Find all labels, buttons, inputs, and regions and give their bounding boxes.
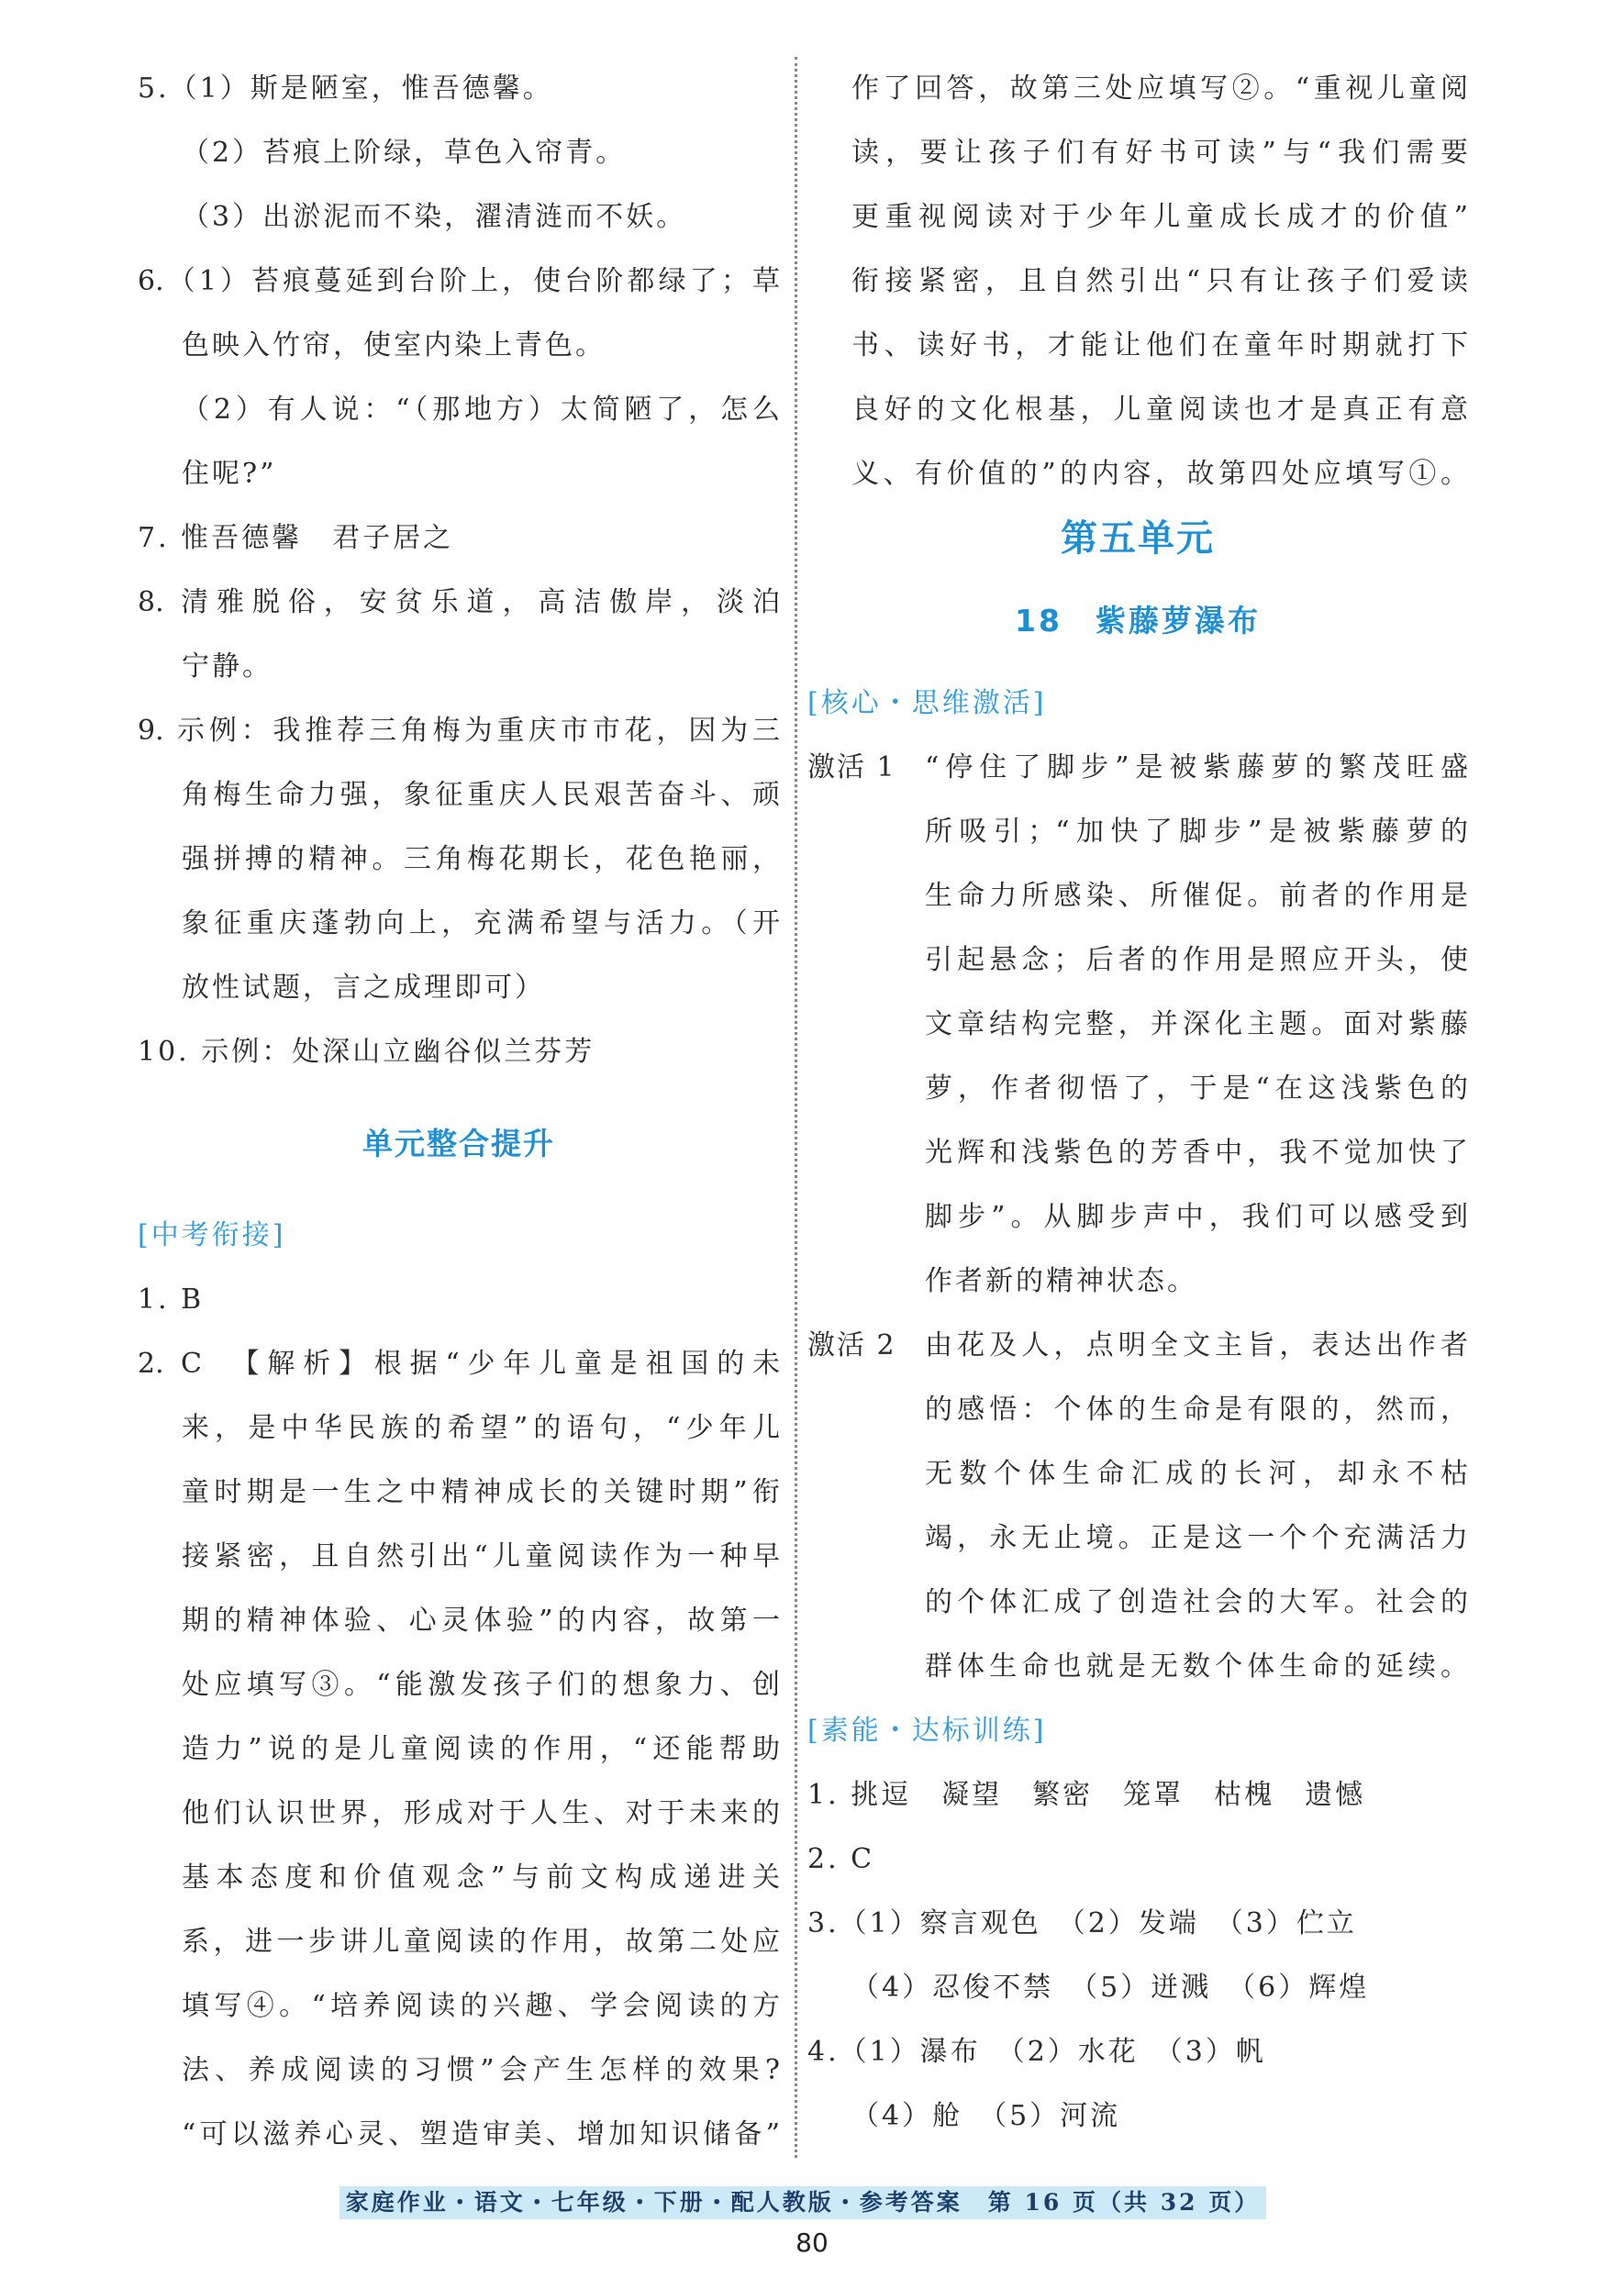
answer-line: 书、读好书，才能让他们在童年时期就打下 — [851, 329, 1468, 361]
answer-line: 竭，永无止境。正是这一个个充满活力 — [925, 1522, 1468, 1554]
section-title: 单元整合提升 — [362, 1126, 555, 1161]
answer-line: 生命力所感染、所催促。前者的作用是 — [925, 880, 1468, 912]
answer-line: （3）出淤泥而不染，濯清涟而不妖。 — [182, 201, 687, 233]
activation-2 — [807, 1314, 1468, 1699]
answer-line: 童时期是一生之中精神成长的关键时期”衔 — [182, 1476, 780, 1508]
answer-line: 衔接紧密，且自然引出“只有让孩子们爱读 — [851, 265, 1468, 297]
answer-line: 法、养成阅读的习惯”会产生怎样的效果? — [182, 2054, 780, 2086]
answer-line: 他们认识世界，形成对于人生、对于未来的 — [182, 1797, 780, 1829]
page-footer: 家庭作业・语文・七年级・下册・配人教版・参考答案 第 16 页（共 32 页） — [339, 2186, 1266, 2219]
answer-line: （2）苔痕上阶绿，草色入帘青。 — [182, 137, 627, 169]
answer-7: 7. 惟吾德馨 君子居之 — [138, 522, 454, 554]
answer-5 — [138, 57, 780, 250]
answer-line: 作了回答，故第三处应填写②。“重视儿童阅 — [851, 72, 1468, 105]
page-number: 80 — [795, 2228, 829, 2258]
answer-line: 象征重庆蓬勃向上，充满希望与活力。（开 — [182, 907, 780, 939]
answer-line: 良好的文化根基，儿童阅读也才是真正有意 — [851, 394, 1468, 426]
answer-line: 来，是中华民族的希望”的语句，“少年儿 — [182, 1412, 780, 1444]
answer-line: 9. 示例：我推荐三角梅为重庆市市花，因为三 — [138, 715, 780, 747]
answer-line: 2. C 【解析】根据“少年儿童是祖国的未 — [138, 1348, 780, 1380]
answer-6 — [138, 250, 780, 506]
answer-line: 强拼搏的精神。三角梅花期长，花色艳丽， — [182, 843, 780, 875]
answer-line: 作者新的精神状态。 — [925, 1265, 1197, 1297]
answer-line: 光辉和浅紫色的芳香中，我不觉加快了 — [925, 1137, 1468, 1169]
right-column — [807, 57, 1468, 2149]
answer-line: 更重视阅读对于少年儿童成长成才的价值” — [851, 201, 1468, 233]
answer-4: 4.（1）瀑布 （2）水花 （3）帆 — [807, 2036, 1266, 2068]
answer-line: 角梅生命力强，象征重庆人民艰苦奋斗、顽 — [182, 779, 780, 811]
activation-label: 激活 1 — [807, 751, 896, 783]
answer-line: 处应填写③。“能激发孩子们的想象力、创 — [182, 1669, 780, 1701]
answer-line: 6.（1）苔痕蔓延到台阶上，使台阶都绿了；草 — [138, 265, 780, 297]
answer-10: 10. 示例：处深山立幽谷似兰芬芳 — [138, 1036, 595, 1068]
answer-line: 放性试题，言之成理即可） — [182, 972, 545, 1004]
answer-3: 3.（1）察言观色 （2）发端 （3）伫立 — [807, 1907, 1357, 1939]
answer-line: “停住了脚步”是被紫藤萝的繁茂旺盛 — [925, 751, 1468, 783]
answer-line: 所吸引；“加快了脚步”是被紫藤萝的 — [925, 816, 1468, 848]
answer-line: 萝，作者彻悟了，于是“在这浅紫色的 — [925, 1072, 1468, 1105]
answer-line: 色映入竹帘，使室内染上青色。 — [182, 329, 606, 361]
answer-line: 读，要让孩子们有好书可读”与“我们需要 — [851, 137, 1468, 169]
section-tag-hexin: [核心・思维激活] — [807, 687, 1047, 719]
answer-1: 1. B — [138, 1283, 205, 1316]
answer-line: 宁静。 — [182, 650, 273, 683]
answer-3-continued: （4）忍俊不禁 （5）迸溅 （6）辉煌 — [851, 1972, 1370, 2004]
answer-8 — [138, 571, 780, 699]
activation-1 — [807, 736, 1468, 1314]
answer-line: 文章结构完整，并深化主题。面对紫藤 — [925, 1008, 1468, 1040]
answer-line: “可以滋养心灵、塑造审美、增加知识储备” — [182, 2118, 780, 2150]
activation-label: 激活 2 — [807, 1329, 896, 1361]
left-column — [138, 57, 780, 2167]
answer-line: 由花及人，点明全文主旨，表达出作者 — [925, 1329, 1468, 1361]
column-divider — [795, 57, 797, 2158]
answer-line: 义、有价值的”的内容，故第四处应填写①。 — [851, 458, 1468, 490]
section-tag-suneng: [素能・达标训练] — [807, 1715, 1047, 1747]
answer-line: 基本态度和价值观念”与前文构成递进关 — [182, 1861, 780, 1894]
unit-title: 第五单元 — [1061, 517, 1215, 560]
answer-line: 住呢?” — [182, 458, 277, 490]
answer-line: 填写④。“培养阅读的兴趣、学会阅读的方 — [182, 1990, 780, 2022]
answer-line: 引起悬念；后者的作用是照应开头，使 — [925, 944, 1468, 976]
answer-line: 期的精神体验、心灵体验”的内容，故第一 — [182, 1605, 780, 1637]
answer-line: 无数个体生命汇成的长河，却永不枯 — [925, 1458, 1468, 1490]
answer-line: 系，进一步讲儿童阅读的作用，故第二处应 — [182, 1926, 780, 1958]
answer-9 — [138, 699, 780, 1020]
answer-line: 脚步”。从脚步声中，我们可以感受到 — [925, 1201, 1468, 1233]
answer-line: 群体生命也就是无数个体生命的延续。 — [925, 1650, 1468, 1683]
answer-2: 2. C — [807, 1843, 875, 1875]
answer-2-continued — [807, 57, 1468, 506]
section-tag-zhongkao: [中考衔接] — [138, 1219, 286, 1251]
answer-line: 5.（1）斯是陋室，惟吾德馨。 — [138, 72, 553, 105]
answer-4-continued: （4）舱 （5）河流 — [851, 2100, 1121, 2132]
answer-line: 的个体汇成了创造社会的大军。社会的 — [925, 1586, 1468, 1618]
answer-line: 的感悟：个体的生命是有限的，然而， — [925, 1394, 1468, 1426]
lesson-title: 18 紫藤萝瀑布 — [1015, 603, 1261, 639]
answer-line: （2）有人说：“（那地方）太简陋了，怎么 — [182, 394, 780, 426]
answer-1: 1. 挑逗 凝望 繁密 笼罩 枯槐 遗憾 — [807, 1779, 1366, 1811]
answer-line: 造力”说的是儿童阅读的作用，“还能帮助 — [182, 1733, 780, 1765]
answer-line: 接紧密，且自然引出“儿童阅读作为一种早 — [182, 1540, 780, 1572]
answer-2 — [138, 1332, 780, 2167]
answer-line: 8. 清雅脱俗，安贫乐道，高洁傲岸，淡泊 — [138, 586, 780, 618]
